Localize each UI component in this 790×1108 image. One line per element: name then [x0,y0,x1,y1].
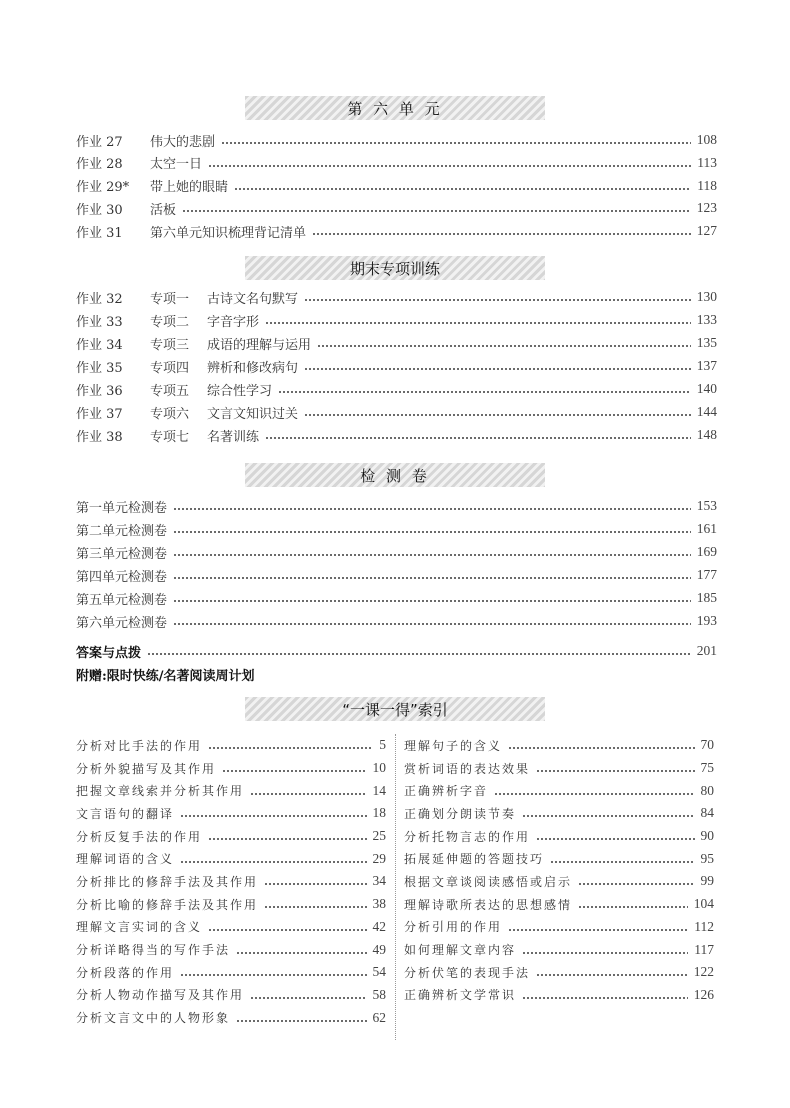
entry-title: 分析引用的作用 [404,920,503,935]
page-number: 140 [696,381,717,396]
dot-leader [522,952,688,954]
toc-entry[interactable] [76,220,717,242]
assignment-number: 作业 32 [76,291,123,307]
dot-leader [304,414,691,416]
dot-leader [208,929,366,931]
index-entry[interactable] [76,938,386,961]
dot-leader [173,554,691,556]
index-entry[interactable] [404,984,714,1007]
entry-title: 把握文章线索并分析其作用 [76,784,245,799]
entry-title: 综合性学习 [207,383,273,399]
page-number: 84 [700,805,714,821]
page-number: 112 [694,918,714,934]
dot-leader [221,142,691,144]
special-topic-label: 专项六 [150,406,190,422]
toc-entry[interactable] [76,152,717,174]
assignment-number: 作业 38 [76,429,123,445]
column-divider [395,734,396,1040]
index-entry[interactable] [404,825,714,848]
page-number: 193 [696,613,717,628]
index-entry[interactable] [404,757,714,780]
entry-title: 分析对比手法的作用 [76,738,203,753]
dot-leader [234,188,691,190]
special-topic-label: 专项五 [150,383,190,399]
page-number: 126 [693,986,714,1002]
page-number: 148 [696,427,717,442]
index-entry[interactable] [76,779,386,802]
entry-title: 答案与点拨 [76,645,142,661]
index-entry[interactable] [404,893,714,916]
dot-leader [550,861,694,863]
toc-entry[interactable] [76,197,717,219]
index-entry[interactable] [76,825,386,848]
index-entry[interactable] [404,779,714,802]
entry-title: 分析反复手法的作用 [76,829,203,844]
entry-title: 分析比喻的修辞手法及其作用 [76,897,259,912]
index-entry[interactable] [76,734,386,757]
dot-leader [522,997,688,999]
assignment-number: 作业 37 [76,406,123,422]
page-number: 75 [700,760,714,776]
dot-leader [236,1020,366,1022]
dot-leader [236,952,366,954]
entry-title: 第六单元检测卷 [76,615,168,631]
toc-entry[interactable] [76,286,717,308]
index-entry[interactable] [404,870,714,893]
page-number: 42 [372,918,386,934]
assignment-number: 作业 31 [76,225,123,241]
dot-leader [536,770,694,772]
index-entry[interactable] [76,1006,386,1029]
toc-entry[interactable] [76,610,717,632]
dot-leader [173,531,691,533]
index-entry[interactable] [404,802,714,825]
page-number: 185 [696,590,717,605]
dot-leader [173,577,691,579]
page-number: 62 [372,1009,386,1025]
entry-title: 第三单元检测卷 [76,546,168,562]
page-number: 137 [696,358,717,373]
page-number: 113 [697,154,717,170]
page-number: 95 [700,850,714,866]
dot-leader [508,929,688,931]
dot-leader [182,210,691,212]
entry-title: 正确辨析文学常识 [404,988,517,1003]
entry-title: 伟大的悲剧 [150,134,216,150]
entry-title: 活板 [150,202,177,218]
toc-entry[interactable] [76,587,717,609]
page-number: 127 [696,223,717,239]
page-number: 10 [372,760,386,776]
index-entry[interactable] [76,802,386,825]
entry-title: 分析人物动作描写及其作用 [76,988,245,1003]
page-number: 122 [693,964,714,980]
page-number: 90 [700,828,714,844]
entry-title: 第二单元检测卷 [76,523,168,539]
toc-entry[interactable] [76,424,717,446]
entry-title: 辨析和修改病句 [207,360,299,376]
dot-leader [222,770,366,772]
assignment-number: 作业 36 [76,383,123,399]
entry-title: 根据文章谈阅读感悟或启示 [404,874,573,889]
special-topic-label: 专项三 [150,337,190,353]
page-number: 80 [700,782,714,798]
dot-leader [208,165,691,167]
index-entry[interactable] [404,916,714,939]
assignment-number: 作业 27 [76,134,123,150]
page-number: 130 [696,289,717,304]
index-left-column [76,734,386,1029]
dot-leader [522,815,694,817]
dot-leader [173,600,691,602]
page-number: 123 [696,200,717,216]
section-title: 期末专项训练 [349,259,440,278]
page-number: 108 [696,132,717,147]
dot-leader [147,653,691,655]
toc-entry[interactable] [76,518,717,540]
entry-title: 理解词语的含义 [76,852,175,867]
page-number: 201 [696,643,717,658]
entry-title: 文言文知识过关 [207,406,299,422]
toc-entry[interactable] [76,129,717,151]
page-number: 135 [696,335,717,350]
page-number: 161 [696,521,717,536]
dot-leader [264,906,366,908]
entry-title: 太空一日 [150,157,203,173]
page-number: 133 [696,312,717,327]
index-entry[interactable] [404,847,714,870]
assignment-number: 作业 33 [76,314,123,330]
dot-leader [180,861,366,863]
page-number: 104 [693,896,714,912]
toc-entry-answers[interactable] [76,640,717,662]
section-banner-unit6 [245,96,545,120]
entry-title: 理解诗歌所表达的思想感情 [404,897,573,912]
index-entry[interactable] [76,961,386,984]
assignment-number: 作业 35 [76,360,123,376]
dot-leader [180,974,366,976]
assignment-number: 作业 29* [76,180,130,196]
entry-title: 分析详略得当的写作手法 [76,943,231,958]
dot-leader [578,883,694,885]
toc-entry[interactable] [76,332,717,354]
dot-leader [317,345,691,347]
entry-title: 第一单元检测卷 [76,500,168,516]
dot-leader [304,368,691,370]
entry-title: 赏析词语的表达效果 [404,761,531,776]
dot-leader [536,974,688,976]
gift-note [76,663,717,685]
page-number: 5 [379,737,386,753]
entry-title: 分析托物言志的作用 [404,829,531,844]
section-title: 检 测 卷 [360,466,430,485]
entry-title: 字音字形 [207,314,260,330]
page-number: 99 [700,873,714,889]
entry-title: 分析排比的修辞手法及其作用 [76,874,259,889]
page-number: 117 [694,941,714,957]
dot-leader [278,391,691,393]
special-topic-label: 专项七 [150,429,190,445]
dot-leader [173,623,691,625]
assignment-number: 作业 34 [76,337,123,353]
index-entry[interactable] [76,916,386,939]
section-banner-final [245,256,545,280]
toc-entry[interactable] [76,355,717,377]
page-number: 144 [696,404,717,419]
dot-leader [312,233,691,235]
index-right-column [404,734,714,1006]
assignment-number: 作业 30 [76,202,123,218]
dot-leader [250,793,366,795]
page-number: 14 [372,782,386,798]
toc-entry[interactable] [76,309,717,331]
dot-leader [578,906,688,908]
page-number: 118 [697,177,717,193]
entry-title: 正确划分朗读节奏 [404,806,517,821]
toc-entry[interactable] [76,401,717,423]
index-entry[interactable] [76,847,386,870]
index-entry[interactable] [76,893,386,916]
dot-leader [304,299,691,301]
page-number: 25 [372,828,386,844]
entry-title: 正确辨析字音 [404,784,489,799]
dot-leader [208,747,373,749]
entry-title: 名著训练 [207,429,260,445]
special-topic-label: 专项四 [150,360,190,376]
entry-title: 第四单元检测卷 [76,569,168,585]
entry-title: 理解句子的含义 [404,738,503,753]
dot-leader [494,793,694,795]
entry-title: 分析段落的作用 [76,965,175,980]
assignment-number: 作业 28 [76,157,123,173]
dot-leader [536,838,694,840]
page-number: 177 [696,567,717,582]
entry-title: 分析伏笔的表现手法 [404,965,531,980]
entry-title: 成语的理解与运用 [207,337,312,353]
special-topic-label: 专项二 [150,314,190,330]
entry-title: 理解文言实词的含义 [76,920,203,935]
toc-entry[interactable] [76,495,717,517]
page-number: 49 [372,941,386,957]
page-number: 34 [372,873,386,889]
section-banner-index [245,697,545,721]
entry-title: 古诗文名句默写 [207,291,299,307]
index-entry[interactable] [76,757,386,780]
index-entry[interactable] [404,734,714,757]
dot-leader [264,883,366,885]
page-number: 29 [372,850,386,866]
dot-leader [208,838,366,840]
index-entry[interactable] [404,938,714,961]
page-number: 169 [696,544,717,559]
special-topic-label: 专项一 [150,291,190,307]
toc-entry[interactable] [76,175,717,197]
entry-title: 文言语句的翻译 [76,806,175,821]
page-number: 54 [372,964,386,980]
index-entry[interactable] [76,984,386,1007]
dot-leader [265,322,691,324]
entry-title: 第五单元检测卷 [76,592,168,608]
dot-leader [173,508,691,510]
toc-entry[interactable] [76,541,717,563]
index-entry[interactable] [404,961,714,984]
section-title: 第 六 单 元 [347,99,443,118]
entry-title: 分析文言文中的人物形象 [76,1011,231,1026]
entry-title: 拓展延伸题的答题技巧 [404,852,545,867]
section-title: “一课一得”索引 [342,700,448,719]
page-number: 58 [372,986,386,1002]
dot-leader [180,815,366,817]
entry-title: 分析外貌描写及其作用 [76,761,217,776]
toc-entry[interactable] [76,378,717,400]
index-entry[interactable] [76,870,386,893]
dot-leader [250,997,366,999]
page-number: 18 [372,805,386,821]
page-number: 153 [696,498,717,513]
entry-title: 第六单元知识梳理背记清单 [150,225,307,241]
dot-leader [508,747,694,749]
entry-title: 带上她的眼睛 [150,180,229,196]
entry-title: 如何理解文章内容 [404,943,517,958]
page-number: 70 [700,737,714,753]
page-number: 38 [372,896,386,912]
toc-entry[interactable] [76,564,717,586]
section-banner-tests [245,463,545,487]
dot-leader [265,437,691,439]
gift-text: 附赠:限时快练/名著阅读周计划 [76,668,255,684]
